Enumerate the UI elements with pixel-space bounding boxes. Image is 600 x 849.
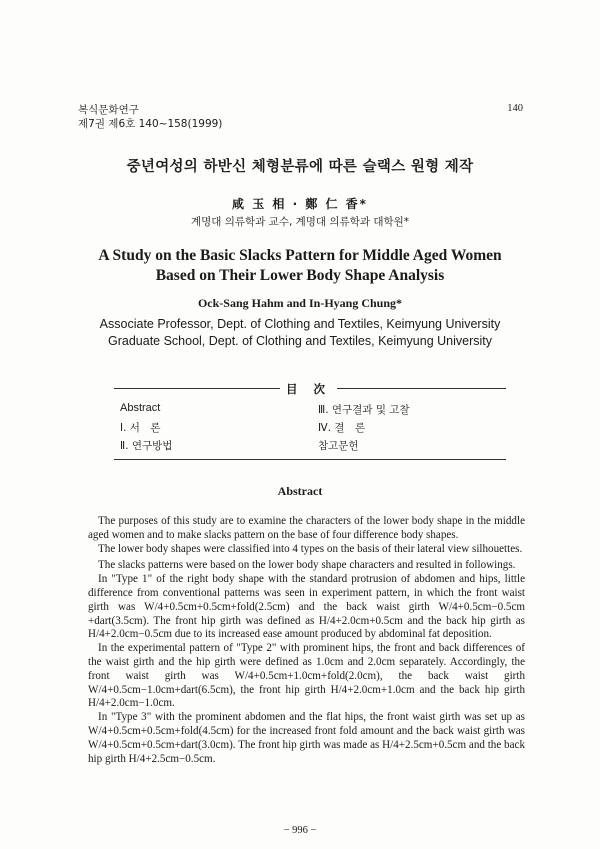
abstract-body xyxy=(88,515,525,766)
page-number: 140 xyxy=(507,103,523,114)
affiliation-english xyxy=(0,316,600,350)
toc-item-methods: Ⅱ. 연구방법 xyxy=(120,440,173,452)
footer-page-number: − 996 − xyxy=(283,825,317,836)
abstract-paragraph: In the experimental pattern of "Type 2" with prominent hips, the front and back differences of the waist girth and the hip girth were defined as 1.0cm and 2.0cm separately. Accordingly, the front waist girth was W/4+0.5cm+1.0cm+fold(2.0cm), the back waist girth W/4+0.5cm−1.0cm+dart(6.5cm), the front hip girth H/4+2.0cm+1.0cm and the back hip girth H/4+2.0cm−1.0cm. xyxy=(88,642,525,710)
title-english-line2: Based on Their Lower Body Shape Analysis xyxy=(155,267,445,284)
journal-name: 복식문화연구 xyxy=(78,104,139,116)
volume-info: 제7권 제6호 140~158(1999) xyxy=(78,118,223,130)
toc-item-introduction: Ⅰ. 서 론 xyxy=(120,422,161,434)
abstract-paragraph: In "Type 1" of the right body shape with the standard protrusion of abdomen and hips, little difference from conventional patterns was seen in experiment pattern, in which the front waist girth was W/4+0.5cm+0.5cm+fold(2.5cm) and the back waist girth W/4+0.5cm−0.5cm +dart(3.5cm). The front hip girth was defined as H/4+2.0cm+0.5cm and the back hip girth as H/4+2.0cm−0.5cm due to its increased ease amount produced by abdominal fat deposition. xyxy=(88,573,525,641)
journal-header xyxy=(78,103,222,131)
title-english-line1: A Study on the Basic Slacks Pattern for Middle Aged Women xyxy=(98,247,502,264)
abstract-paragraph: The purposes of this study are to examine the characters of the lower body shape in the middle aged women and to make slacks pattern on the base of four difference body shapes. xyxy=(88,515,525,541)
toc-item-references: 참고문헌 xyxy=(318,440,359,452)
affiliation-korean: 계명대 의류학과 교수, 계명대 의류학과 대학원* xyxy=(191,216,409,228)
authors-english: Ock-Sang Hahm and In-Hyang Chung* xyxy=(197,296,403,310)
abstract-paragraph: The slacks patterns were based on the lower body shape characters and resulted in followings. xyxy=(98,559,516,572)
toc-item-results: Ⅲ. 연구결과 및 고찰 xyxy=(318,404,410,416)
affiliation-english-line2: Graduate School, Dept. of Clothing and Textiles, Keimyung University xyxy=(108,334,492,348)
toc-item-abstract: Abstract xyxy=(120,402,161,414)
toc-item-conclusion: Ⅳ. 결 론 xyxy=(318,422,366,434)
abstract-paragraph: In "Type 3" with the prominent abdomen and the flat hips, the front waist girth was set up as W/4+0.5cm+0.5cm+fold(4.5cm) for the increased front fold amount and the back waist girth was W/4+0.5cm+0.5cm+dart(3.0cm). The front hip girth was made as H/4+2.5cm+0.5cm and the back hip girth H/4+2.5cm−0.5cm. xyxy=(88,711,525,765)
title-english xyxy=(0,246,600,286)
affiliation-english-line1: Associate Professor, Dept. of Clothing and Textiles, Keimyung University xyxy=(99,317,501,331)
table-of-contents xyxy=(114,388,506,460)
title-korean: 중년여성의 하반신 체형분류에 따른 슬랙스 원형 제작 xyxy=(126,159,474,175)
authors-korean: 咸 玉 相 · 鄭 仁 香* xyxy=(232,197,368,211)
toc-title: 目 次 xyxy=(280,381,337,397)
abstract-heading: Abstract xyxy=(277,484,323,498)
abstract-paragraph: The lower body shapes were classified into 4 types on the basis of their lateral view silhouettes. xyxy=(98,542,523,555)
